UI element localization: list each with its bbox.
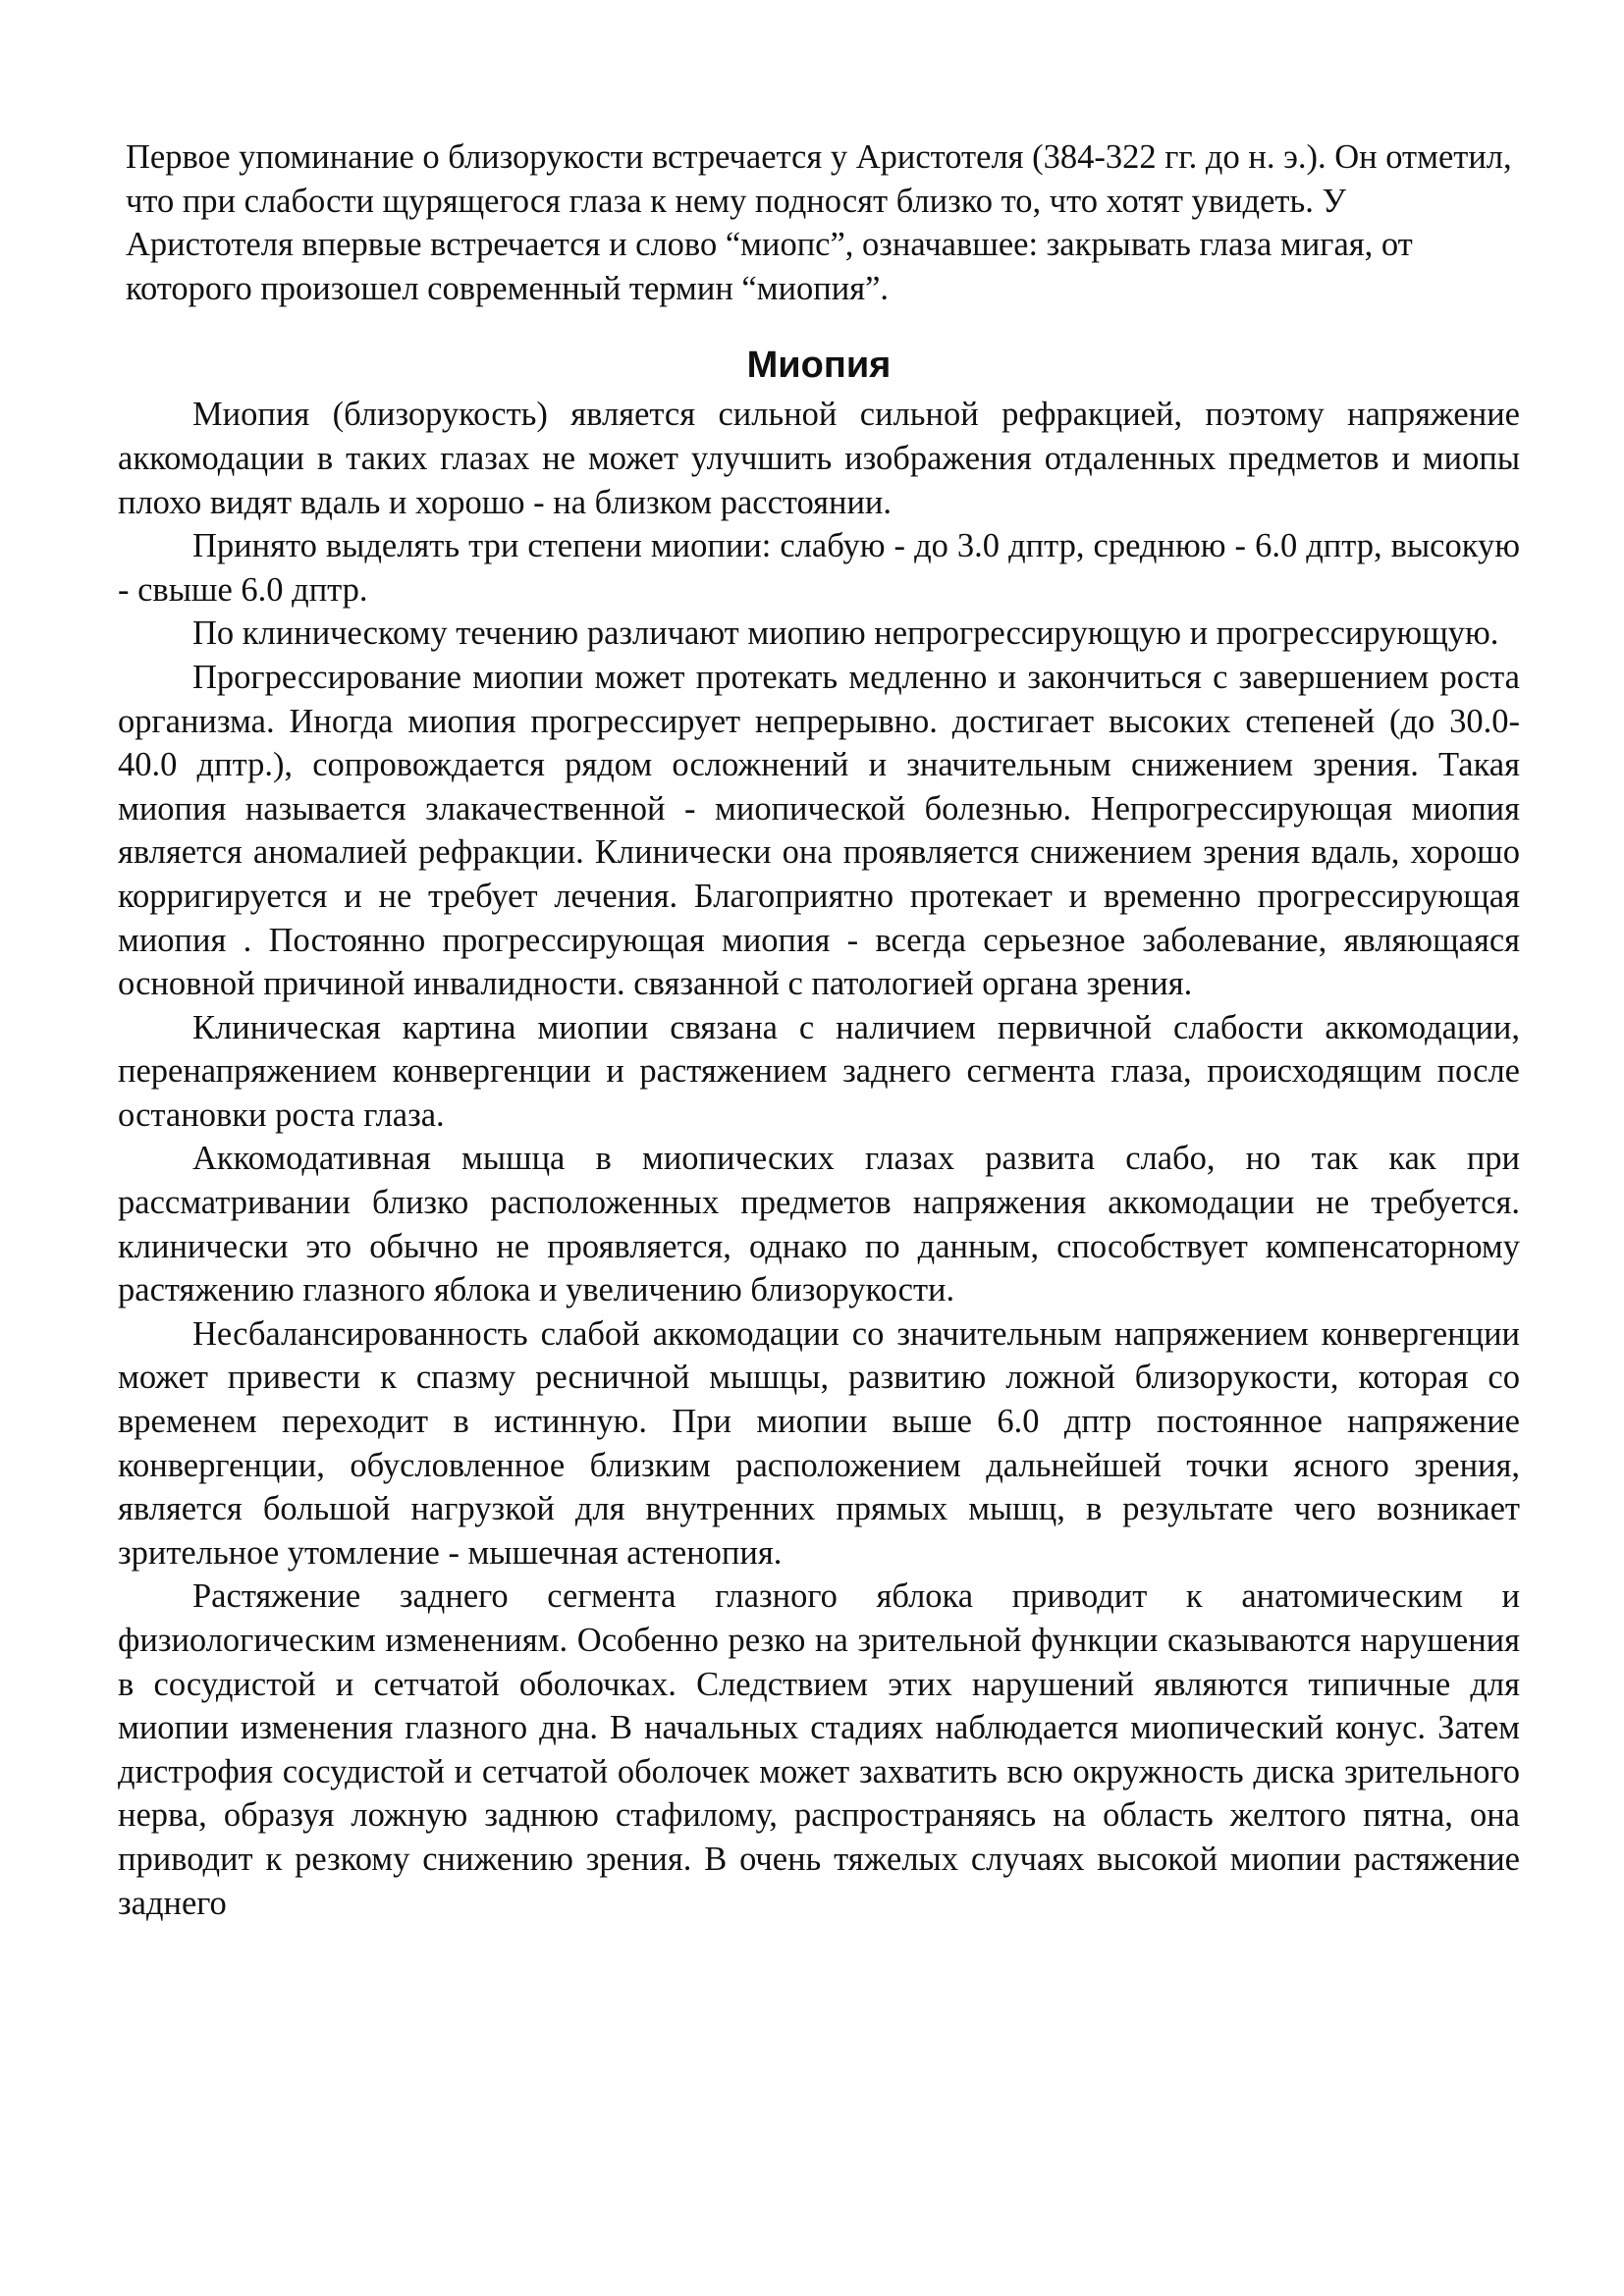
paragraph-accommodation: Аккомодативная мышца в миопических глазах развита слабо, но так как при рассматривании близко расположенных предметов напряжения аккомодации не требуется. клинически это обычно не проявляется, однако по данным, способствует компенсаторному растяжению глазного яблока и увеличению близорукости. xyxy=(118,1140,1520,1309)
paragraph-posterior-segment: Растяжение заднего сегмента глазного яблока приводит к анатомическим и физиологическим изменениям. Особенно резко на зрительной функции сказываются нарушения в сосудистой и сетчатой оболочках. Следствием этих нарушений являются типичные для миопии изменения глазного дна. В начальных стадиях наблюдается миопический конус. Затем дистрофия сосудистой и сетчатой оболочек может захватить всю окружность диска зрительного нерва, образуя ложную заднюю стафилому, распространяясь на область желтого пятна, она приводит к резкому снижению зрения. В очень тяжелых случаях высокой миопии растяжение заднего xyxy=(118,1577,1520,1922)
section-heading: Миопия xyxy=(746,345,892,387)
paragraph-clinical-picture: Клиническая картина миопии связана с наличием первичной слабости аккомодации, перенапряжением конвергенции и растяжением заднего сегмента глаза, происходящим после остановки роста глаза. xyxy=(118,1008,1520,1134)
intro-paragraph: Первое упоминание о близорукости встречается у Аристотеля (384-322 гг. до н. э.). Он отметил, что при слабости щурящегося глаза к нему подносят близко то, что хотят увидеть. У Аристотеля впервые встречается и слово “миопс”, означавшее: закрывать глаза мигая, от которого произошел современный термин “миопия”. xyxy=(126,138,1512,307)
paragraph-imbalance: Несбалансированность слабой аккомодации со значительным напряжением конвергенции может привести к спазму ресничной мышцы, развитию ложной близорукости, которая со временем переходит в истинную. При миопии выше 6.0 дптр постоянное напряжение конвергенции, обусловленное близким расположением дальнейшей точки ясного зрения, является большой нагрузкой для внутренних прямых мышц, в результате чего возникает зрительное утомление - мышечная астенопия. xyxy=(118,1314,1520,1572)
paragraph-clinical-course: По клиническому течению различают миопию непрогрессирующую и прогрессирующую. xyxy=(192,614,1499,653)
paragraph-degrees: Принято выделять три степени миопии: слабую - до 3.0 дптр, среднюю - 6.0 дптр, высокую - свыше 6.0 дптр. xyxy=(118,527,1520,609)
paragraph-progression: Прогрессирование миопии может протекать медленно и закончиться с завершением роста организма. Иногда миопия прогрессирует непрерывно. достигает высоких степеней (до 30.0-40.0 дптр.), сопровождается рядом осложнений и значительным снижением зрения. Такая миопия называется злакачественной - миопической болезнью. Непрогрессирующая миопия является аномалией рефракции. Клинически она проявляется снижением зрения вдаль, хорошо корригируется и не требует лечения. Благоприятно протекает и временно прогрессирующая миопия . Постоянно прогрессирующая миопия - всегда серьезное заболевание, являющаяся основной причиной инвалидности. связанной с патологией органа зрения. xyxy=(118,658,1520,1003)
document-page xyxy=(118,135,1520,1925)
paragraph-definition: Миопия (близорукость) является сильной сильной рефракцией, поэтому напряжение аккомодации в таких глазах не может улучшить изображения отдаленных предметов и миопы плохо видят вдаль и хорошо - на близком расстоянии. xyxy=(118,396,1520,521)
